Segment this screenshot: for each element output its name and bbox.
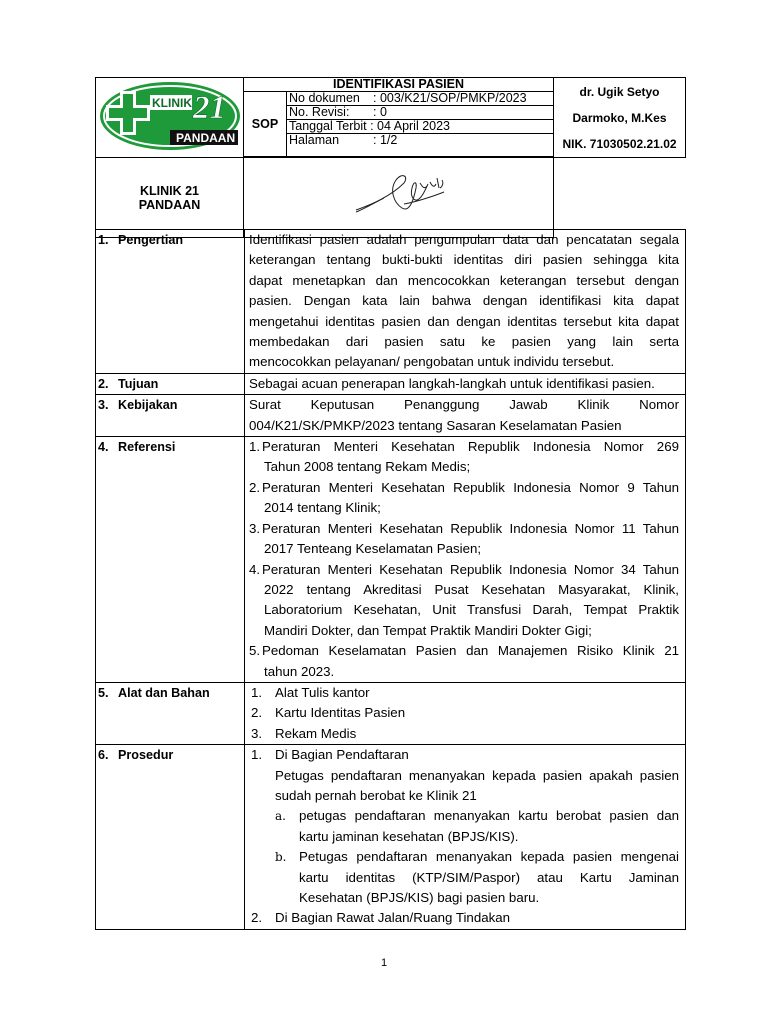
signatory-name-1: dr. Ugik Setyo	[579, 84, 660, 99]
label-tujuan: 2. Tujuan	[96, 373, 245, 394]
ref-item: 3. Peraturan Menteri Kesehatan Republik Indonesia Nomor 11 Tahun 2017 Tenteang Keselamatan Pasien;	[249, 520, 679, 557]
meta-tanggal-terbit: Tanggal Terbit : 04 April 2023	[287, 120, 554, 134]
clinic-name-2: PANDAAN	[138, 197, 201, 212]
label-referensi: 4. Referensi	[96, 437, 245, 683]
meta-halaman: Halaman : 1/2	[287, 134, 554, 157]
sop-body-table	[95, 229, 686, 930]
list-item: 3. Rekam Medis	[251, 725, 357, 741]
procedure-sub-b: b. Petugas pendaftaran menanyakan kepada pasien mengenai kartu identitas (KTP/SIM/Paspor) atau Kartu Jaminan Kesehatan (BPJS/KIS) bagi pasien baru.	[275, 849, 679, 905]
meta-no-dokumen: No dokumen : 003/K21/SOP/PMKP/2023	[287, 92, 554, 106]
logo-text: KLINIK	[152, 96, 192, 110]
clinic-name-1: KLINIK 21	[139, 183, 200, 198]
header-table	[95, 77, 686, 238]
meta-no-revisi: No. Revisi: : 0	[287, 106, 554, 120]
logo-number: 21	[193, 90, 226, 126]
clinic-name-cell	[96, 158, 244, 238]
sop-label: SOP	[244, 92, 287, 157]
ref-item: 4. Peraturan Menteri Kesehatan Republik Indonesia Nomor 34 Tahun 2022 tentang Akreditasi Pusat Kesehatan Masyarakat, Klinik, Laboratorium Kesehatan, Unit Transfusi Darah, Tempat Praktik Mandiri Dokter, dan Tempat Praktik Mandiri Dokter Gigi;	[249, 561, 679, 638]
section-kebijakan	[96, 395, 686, 437]
label-prosedur: 6. Prosedur	[96, 745, 245, 930]
content-tujuan: Sebagai acuan penerapan langkah-langkah untuk identifikasi pasien.	[245, 373, 686, 394]
doc-title: IDENTIFIKASI PASIEN	[244, 78, 554, 92]
label-alat-bahan: 5. Alat dan Bahan	[96, 682, 245, 744]
label-kebijakan: 3. Kebijakan	[96, 395, 245, 437]
signatory-name-2: Darmoko, M.Kes	[572, 110, 667, 125]
section-alat-bahan	[96, 682, 686, 744]
procedure-step-2: 2. Di Bagian Rawat Jalan/Ruang Tindakan	[251, 910, 511, 926]
ref-item: 1. Peraturan Menteri Kesehatan Republik Indonesia Nomor 269 Tahun 2008 tentang Rekam Medis;	[249, 439, 679, 475]
content-alat-bahan	[245, 682, 686, 744]
ref-item: 2. Peraturan Menteri Kesehatan Republik Indonesia Nomor 9 Tahun 2014 tentang Klinik;	[249, 479, 679, 516]
signatory-nik: NIK. 71030502.21.02	[562, 136, 677, 151]
signatory-cell	[554, 78, 686, 158]
signature-image	[244, 158, 550, 234]
label-pengertian: 1. Pengertian	[96, 230, 245, 374]
ref-item: 5. Pedoman Keselamatan Pasien dan Manajemen Risiko Klinik 21 tahun 2023.	[249, 643, 679, 679]
list-item: 1. Alat Tulis kantor	[251, 684, 370, 700]
logo-sub: PANDAAN	[176, 131, 236, 145]
clinic-logo	[96, 78, 243, 154]
page-number: 1	[380, 957, 388, 969]
list-item: 2. Kartu Identitas Pasien	[251, 705, 406, 721]
section-tujuan	[96, 373, 686, 394]
content-referensi	[245, 437, 686, 683]
content-pengertian: Identifikasi pasien adalah pengumpulan data dan pencatatan segala keterangan tentang bukti-bukti identitas diri pasien sehingga kita dapat menetapkan dan mencocokkan keterangan tersebut dengan pasien. Dengan kata lain bahwa dengan identifikasi kita dapat mengetahui identitas pasien dan dengan identitas tersebut kita dapat membedakan dari pasien satu ke pasien yang lain serta mencocokkan pelayanan/ pengobatan untuk individu tersebut.	[245, 230, 686, 374]
content-prosedur: 1. Di Bagian Pendaftaran Petugas pendaftaran menanyakan kepada pasien apakah pasien sudah pernah berobat ke Klinik 21 a. petugas pendaftaran menanyakan kartu berobat pasien dan kartu jaminan kesehatan (BPJS/KIS). b. Petugas pendaftaran menanyakan kepada pasien mengenai kartu identitas (KTP/SIM/Paspor) atau Kartu Jaminan Kesehatan (BPJS/KIS) bagi pasien baru. 2. Di Bagian Rawat Jalan/Ruang Tindakan	[245, 745, 686, 930]
content-kebijakan: Surat Keputusan Penanggung Jawab Klinik Nomor 004/K21/SK/PMKP/2023 tentang Sasaran Keselamatan Pasien	[245, 395, 686, 437]
signature-cell	[244, 158, 554, 238]
logo-cell	[96, 78, 244, 158]
section-pengertian	[96, 230, 686, 374]
section-prosedur	[96, 745, 686, 930]
procedure-step-1: 1. Di Bagian Pendaftaran	[251, 747, 409, 763]
section-referensi	[96, 437, 686, 683]
procedure-sub-a: a. petugas pendaftaran menanyakan kartu berobat pasien dan kartu jaminan kesehatan (BPJS/KIS).	[275, 808, 679, 844]
